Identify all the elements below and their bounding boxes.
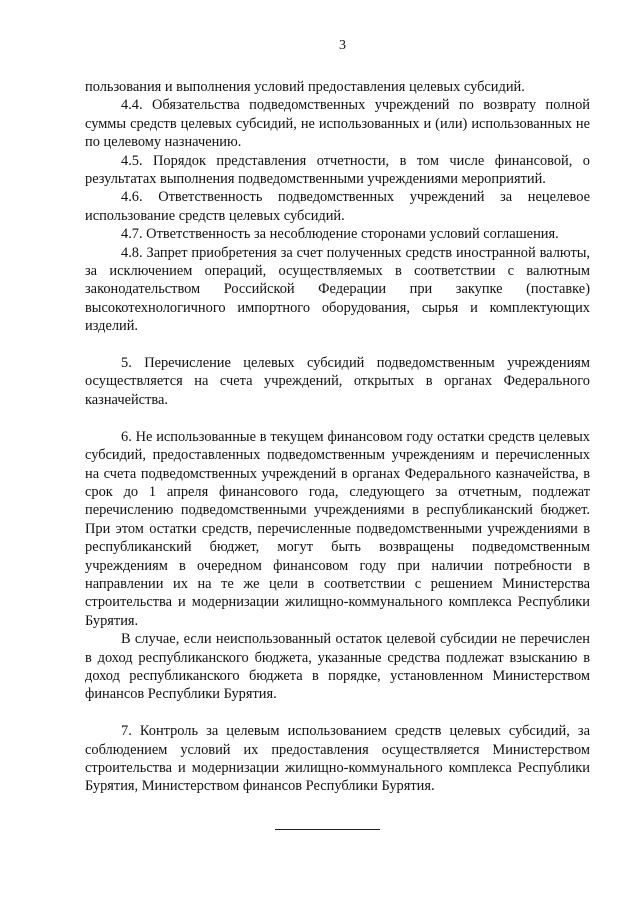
- paragraph-spacer: [85, 704, 590, 722]
- paragraph-5: 5. Перечисление целевых субсидий подведомственным учреждениям осуществляется на счета учреждений, открытых в органах Федерального казначейства.: [85, 355, 590, 408]
- paragraph-6-second: В случае, если неиспользованный остаток целевой субсидии не перечислен в доход республиканского бюджета, указанные средства подлежат взысканию в доход республиканского бюджета в порядке, установленном Министерством финансов Республики Бурятия.: [85, 631, 590, 703]
- paragraph-6: 6. Не использованные в текущем финансовом году остатки средств целевых субсидий, предоставленных подведомственным учреждениям и перечисленных на счета подведомственных учреждений в органах Федерального казначейства, в срок до 1 апреля финансового года, следующего за отчетным, подлежат перечислению подведомственными учреждениями в республиканский бюджет. При этом остатки средств, перечисленные подведомственными учреждениями в республиканский бюджет, могут быть возвращены подведомственным учреждениям в очередном финансовом году при наличии потребности в направлении их на те же цели в соответствии с решением Министерства строительства и модернизации жилищно-коммунального комплекса Республики Бурятия.: [85, 428, 590, 629]
- document-body: [85, 78, 590, 796]
- paragraph-4-5: 4.5. Порядок представления отчетности, в том числе финансовой, о результатах выполнения подведомственными учреждениями мероприятий.: [85, 152, 590, 188]
- paragraph-spacer: [85, 336, 590, 354]
- paragraph-4-8: 4.8. Запрет приобретения за счет полученных средств иностранной валюты, за исключением операций, осуществляемых в соответствии с валютным законодательством Российской Федерации при закупке (поставке) высокотехнологичного импортного оборудования, сырья и комплектующих изделий.: [85, 244, 590, 335]
- page-number: 3: [339, 38, 346, 53]
- paragraph-4-4: 4.4. Обязательства подведомственных учреждений по возврату полной суммы средств целевых субсидий, не использованных и (или) использованных не по целевому назначению.: [85, 97, 590, 151]
- paragraph-spacer: [85, 409, 590, 427]
- paragraph-4-7: 4.7. Ответственность за несоблюдение сторонами условий соглашения.: [121, 226, 559, 243]
- paragraph-4-6: 4.6. Ответственность подведомственных учреждений за нецелевое использование средств целевых субсидий.: [85, 189, 590, 224]
- end-of-document-rule: [275, 829, 380, 830]
- paragraph-7: 7. Контроль за целевым использованием средств целевых субсидий, за соблюдением условий их предоставления осуществляется Министерством строительства и модернизации жилищно-коммунального комплекса Республики Бурятия, Министерством финансов Республики Бурятия.: [85, 723, 590, 795]
- paragraph-continuation: пользования и выполнения условий предоставления целевых субсидий.: [85, 79, 525, 95]
